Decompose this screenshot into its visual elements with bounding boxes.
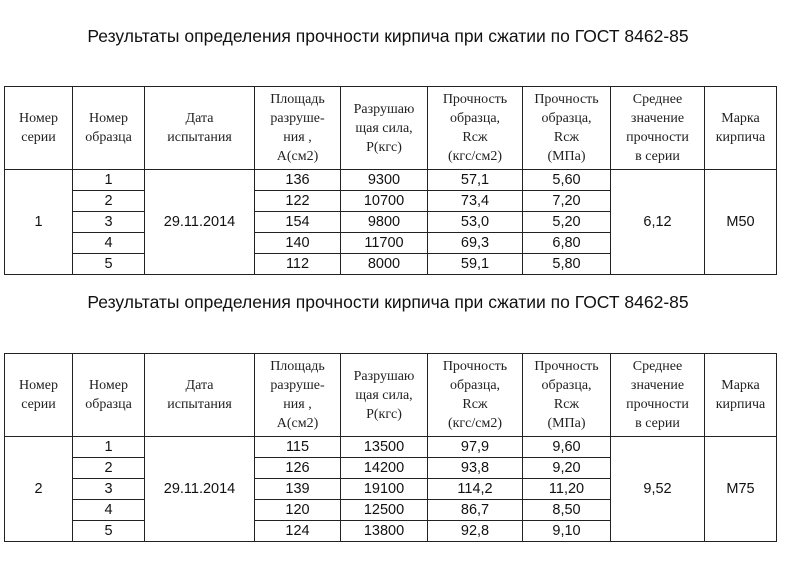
header-line: Дата xyxy=(185,111,214,126)
header-line: А(см2) xyxy=(276,416,319,431)
strength-mpa-cell: 11,20 xyxy=(523,479,611,500)
header-area xyxy=(255,354,341,437)
header-row xyxy=(5,354,777,437)
strength-mpa-cell: 9,10 xyxy=(523,521,611,542)
force-cell: 9800 xyxy=(341,212,428,233)
strength-kgf-cell: 73,4 xyxy=(428,191,523,212)
header-line: ния , xyxy=(283,130,312,145)
header-line: прочности xyxy=(626,397,689,412)
area-cell: 154 xyxy=(255,212,341,233)
sample-number-cell: 4 xyxy=(73,500,145,521)
header-line: Прочность xyxy=(442,92,508,107)
force-cell: 14200 xyxy=(341,458,428,479)
header-line: Марка xyxy=(721,378,760,393)
header-line: щая сила, xyxy=(355,387,413,403)
header-date xyxy=(145,354,255,437)
header-line: образца, xyxy=(449,111,501,126)
strength-mpa-cell: 8,50 xyxy=(523,500,611,521)
strength-kgf-cell: 114,2 xyxy=(428,479,523,500)
area-cell: 112 xyxy=(255,254,341,275)
header-line: (кгс/см2) xyxy=(447,149,503,164)
table-2-title: Результаты определения прочности кирпича при сжатии по ГОСТ 8462-85 xyxy=(87,292,689,312)
force-cell: 8000 xyxy=(341,254,428,275)
average-strength-cell: 9,52 xyxy=(611,437,705,542)
strength-kgf-cell: 97,9 xyxy=(428,437,523,458)
header-line: разруше- xyxy=(270,378,325,393)
force-cell: 10700 xyxy=(341,191,428,212)
average-strength-cell: 6,12 xyxy=(611,170,705,275)
strength-kgf-cell: 53,0 xyxy=(428,212,523,233)
header-line: (МПа) xyxy=(547,149,586,164)
header-line: Номер xyxy=(19,378,58,393)
table-1-title: Результаты определения прочности кирпича при сжатии по ГОСТ 8462-85 xyxy=(87,26,689,46)
strength-mpa-cell: 5,80 xyxy=(523,254,611,275)
test-date-cell: 29.11.2014 xyxy=(145,437,255,542)
header-line: щая сила, xyxy=(355,120,413,136)
sample-number-cell: 5 xyxy=(73,254,145,275)
header-average xyxy=(611,87,705,170)
sample-number-cell: 4 xyxy=(73,233,145,254)
strength-kgf-cell: 86,7 xyxy=(428,500,523,521)
strength-mpa-cell: 9,60 xyxy=(523,437,611,458)
header-line: испытания xyxy=(167,130,232,145)
test-date-cell: 29.11.2014 xyxy=(145,170,255,275)
header-line: Прочность xyxy=(534,92,599,107)
header-line: Прочность xyxy=(534,359,599,374)
header-line: (кгс/см2) xyxy=(447,416,503,431)
header-line: образца xyxy=(85,130,132,145)
force-cell: 11700 xyxy=(341,233,428,254)
header-line: значение xyxy=(630,111,685,126)
area-cell: 139 xyxy=(255,479,341,500)
header-line: Площадь xyxy=(270,359,325,374)
area-cell: 136 xyxy=(255,170,341,191)
header-line: разруше- xyxy=(270,111,325,126)
header-line: ния , xyxy=(283,397,312,412)
header-line: Р(кгс) xyxy=(366,139,402,155)
strength-mpa-cell: 5,60 xyxy=(523,170,611,191)
area-cell: 115 xyxy=(255,437,341,458)
table-2-body xyxy=(5,354,777,542)
area-cell: 122 xyxy=(255,191,341,212)
sample-number-cell: 2 xyxy=(73,191,145,212)
header-grade xyxy=(705,354,777,437)
header-strength-mpa xyxy=(523,354,611,437)
header-line: Р(кгс) xyxy=(366,406,402,422)
header-strength-kgf xyxy=(428,87,523,170)
header-line: Rсж xyxy=(462,397,488,412)
header-area xyxy=(255,87,341,170)
header-line: серии xyxy=(21,130,56,145)
strength-mpa-cell: 5,20 xyxy=(523,212,611,233)
header-sample xyxy=(73,87,145,170)
header-line: значение xyxy=(630,378,685,393)
header-line: в серии xyxy=(635,149,680,164)
sample-number-cell: 3 xyxy=(73,212,145,233)
header-line: (МПа) xyxy=(547,416,586,431)
header-line: Номер xyxy=(19,111,58,126)
header-line: Прочность xyxy=(442,359,508,374)
header-line: Rсж xyxy=(553,130,580,145)
sample-number-cell: 1 xyxy=(73,170,145,191)
header-line: серии xyxy=(21,397,56,412)
header-date xyxy=(145,87,255,170)
table-1-body xyxy=(5,87,777,275)
header-grade xyxy=(705,87,777,170)
results-table-1 xyxy=(4,86,777,275)
header-line: кирпича xyxy=(715,397,766,412)
sample-number-cell: 2 xyxy=(73,458,145,479)
force-cell: 13500 xyxy=(341,437,428,458)
header-line: образца, xyxy=(541,111,592,126)
sample-number-cell: 5 xyxy=(73,521,145,542)
strength-mpa-cell: 7,20 xyxy=(523,191,611,212)
area-cell: 126 xyxy=(255,458,341,479)
force-cell: 13800 xyxy=(341,521,428,542)
results-table-2 xyxy=(4,353,777,542)
header-force xyxy=(341,87,428,170)
strength-kgf-cell: 69,3 xyxy=(428,233,523,254)
header-strength-kgf xyxy=(428,354,523,437)
force-cell: 9300 xyxy=(341,170,428,191)
header-line: Номер xyxy=(89,111,128,126)
area-cell: 124 xyxy=(255,521,341,542)
header-line: Rсж xyxy=(553,397,580,412)
header-line: Дата xyxy=(185,378,214,393)
header-line: Площадь xyxy=(270,92,325,107)
series-number-cell: 1 xyxy=(5,170,73,275)
series-number-cell: 2 xyxy=(5,437,73,542)
header-series xyxy=(5,354,73,437)
brick-grade-cell: М50 xyxy=(705,170,777,275)
header-line: образца xyxy=(85,397,132,412)
header-line: Марка xyxy=(721,111,760,126)
sample-number-cell: 1 xyxy=(73,437,145,458)
header-line: Разрушаю xyxy=(353,368,415,384)
header-line: Rсж xyxy=(462,130,488,145)
header-line: Номер xyxy=(89,378,128,393)
force-cell: 12500 xyxy=(341,500,428,521)
header-line: кирпича xyxy=(715,130,766,145)
header-row xyxy=(5,87,777,170)
area-cell: 120 xyxy=(255,500,341,521)
strength-kgf-cell: 93,8 xyxy=(428,458,523,479)
header-line: в серии xyxy=(635,416,680,431)
brick-grade-cell: М75 xyxy=(705,437,777,542)
header-average xyxy=(611,354,705,437)
strength-mpa-cell: 9,20 xyxy=(523,458,611,479)
table-row xyxy=(5,437,777,458)
header-line: образца, xyxy=(541,378,592,393)
header-line: образца, xyxy=(449,378,501,393)
area-cell: 140 xyxy=(255,233,341,254)
header-force xyxy=(341,354,428,437)
strength-kgf-cell: 59,1 xyxy=(428,254,523,275)
table-row xyxy=(5,170,777,191)
strength-mpa-cell: 6,80 xyxy=(523,233,611,254)
header-line: испытания xyxy=(167,397,232,412)
header-sample xyxy=(73,354,145,437)
strength-kgf-cell: 92,8 xyxy=(428,521,523,542)
header-line: Среднее xyxy=(632,92,683,107)
header-series xyxy=(5,87,73,170)
strength-kgf-cell: 57,1 xyxy=(428,170,523,191)
header-strength-mpa xyxy=(523,87,611,170)
sample-number-cell: 3 xyxy=(73,479,145,500)
header-line: Разрушаю xyxy=(353,101,415,117)
header-line: прочности xyxy=(626,130,689,145)
header-line: Среднее xyxy=(632,359,683,374)
force-cell: 19100 xyxy=(341,479,428,500)
header-line: А(см2) xyxy=(276,149,319,164)
